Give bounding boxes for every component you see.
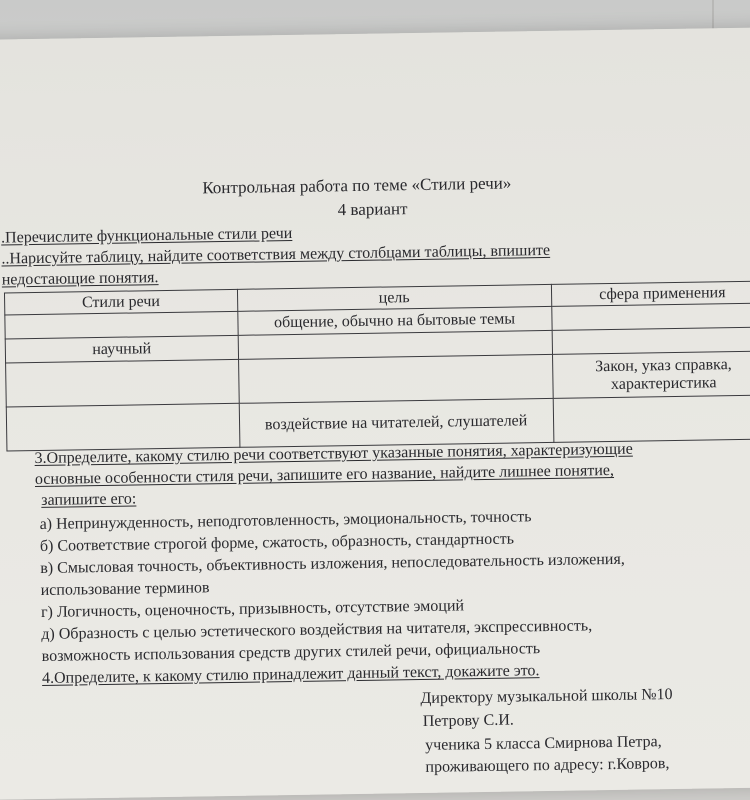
letter-sender: ученика 5 класса Смирнова Петра, — [425, 733, 662, 754]
task-2-line-2: недостающие понятия. — [1, 269, 159, 289]
table-cell: общение, обычно на бытовые темы — [237, 306, 551, 335]
header-goal: цель — [237, 284, 551, 311]
table-cell: научный — [5, 335, 238, 363]
option-g: г) Логичность, оценочность, призывность, отсутствие эмоций — [40, 597, 465, 621]
header-styles: Стили речи — [4, 289, 237, 315]
table-cell: воздействие на читателей, слушателей — [239, 398, 554, 447]
option-v-line-2: использование терминов — [40, 579, 210, 599]
table-cell — [6, 403, 239, 451]
task-3-line-2: основные особенности стиля речи, запишите его название, найдите лишнее понятие, — [34, 461, 615, 489]
task-3-line-3: запишите его: — [41, 490, 137, 509]
sheet-content — [0, 27, 750, 799]
table-cell — [5, 311, 238, 339]
table-cell — [551, 303, 750, 330]
letter-addressee: Директору музыкальной школы №10 — [420, 686, 673, 708]
option-d-line-2: возможность использования средств других стилей речи, официальность — [41, 640, 541, 665]
table-cell: Закон, указ справка, характеристика — [552, 351, 750, 398]
table-cell — [6, 359, 239, 407]
paper-sheet — [0, 27, 750, 800]
task-1: .Перечислите функциональные стили речи — [0, 224, 293, 247]
option-a: а) Непринужденность, неподготовленность, эмоциональность, точность — [39, 508, 532, 533]
document-title: Контрольная работа по теме «Стили речи» — [202, 173, 512, 198]
letter-addressee-name: Петрову С.И. — [422, 711, 514, 730]
task-4: 4.Определите, к какому стилю принадлежит данный текст, докажите это. — [41, 662, 540, 687]
header-sphere: сфера применения — [551, 281, 750, 306]
table-cell — [552, 327, 750, 354]
option-d-line-1: д) Образность с целью эстетического воздействия на читателя, экспрессивность, — [41, 617, 593, 643]
option-v-line-1: в) Смысловая точность, объективность изложения, непоследовательность изложения, — [40, 550, 625, 577]
table-cell — [238, 354, 553, 403]
table-cell — [553, 395, 750, 442]
option-b: б) Соответствие строгой форме, сжатость, образность, стандартность — [39, 530, 515, 555]
task-2-line-1: ..Нарисуйте таблицу, найдите соответствия между столбцами таблицы, впишите — [1, 241, 551, 268]
letter-address: проживающего по адресу: г.Ковров, — [425, 755, 670, 776]
variant-label: 4 вариант — [337, 199, 408, 220]
task-3-line-1: 3.Определите, какому стилю речи соответствуют указанные понятия, характеризующие — [34, 440, 633, 468]
styles-table — [4, 280, 750, 451]
